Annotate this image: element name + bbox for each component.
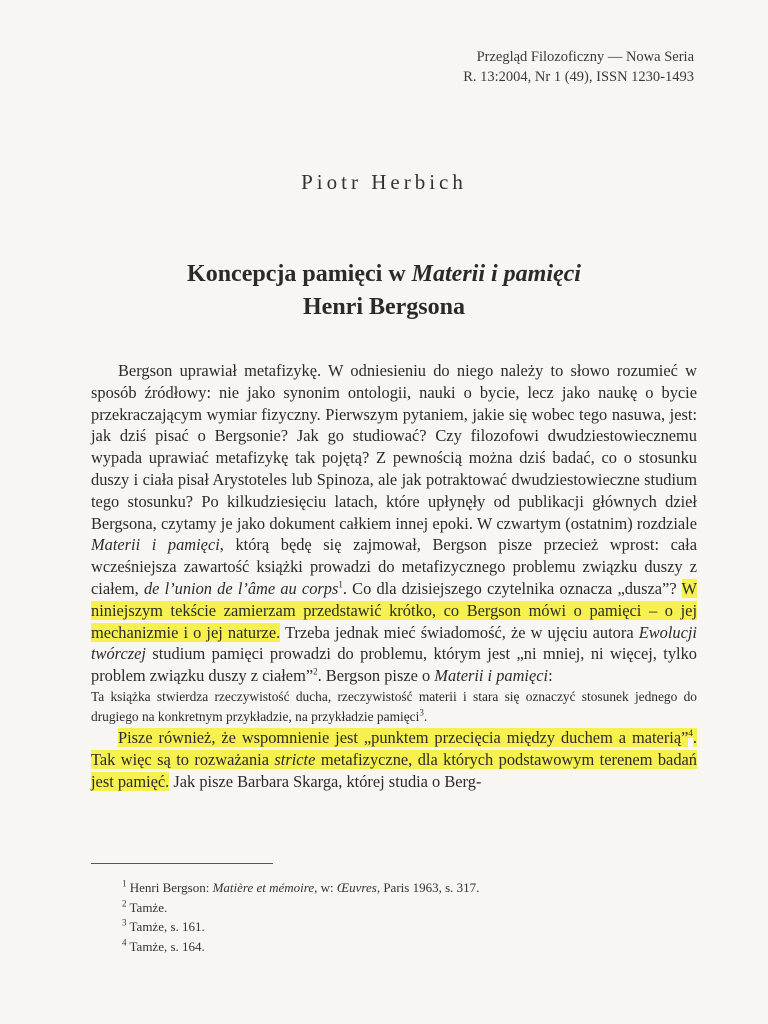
footnote-2 xyxy=(122,898,479,918)
footnote-text: Tamże. xyxy=(126,899,168,915)
footnote-ref[interactable]: 2 xyxy=(313,666,318,677)
highlighted-italic: stricte xyxy=(274,749,316,769)
highlighted-text: W niniejszym tekście zamierzam przedstawić krótko, co Bergson mówi o pamięci – o jej mechanizmie i o jej naturze. xyxy=(91,578,697,642)
footnote-ref[interactable]: 4 xyxy=(688,728,693,739)
quote-text: Ta książka stwierdza rzeczywistość ducha, rzeczywistość materii i stara się oznaczyć stosunek jednego do drugiego na konkretnym przykładzie, na przykładzie pamięci xyxy=(91,688,697,724)
italic-run: de l’union de l’âme au corps xyxy=(143,578,339,598)
italic-run: Materii i pamięci xyxy=(434,666,549,686)
text-run: Bergson uprawiał metafizykę. W odniesieniu do niego należy to słowo rozumieć w sposób źródłowy: nie jako synonim ontologii, nauki o bycie, lecz jako naukę o bycie przekraczającym wymiar fizyczny. Pierwszym pytaniem, jakie się wobec tego nasuwa, jest: jak dziś pisać o Bergsonie? Jak go studiować? Czy filozofowi dwudziestowiecznemu wypada uprawiać metafizykę tak pojętą? Z pewnością można dziś badać, co o stosunku duszy i ciała pisał Arystoteles lub Spinoza, ale jak potraktować dwudziestowieczne studium tego stosunku? Po kilkudziesięciu latach, które upłynęły od publikacji głównych dzieł Bergsona, czytamy je jako dokument całkiem innej epoki. W czwartym (ostatnim) rozdziale xyxy=(91,361,697,533)
footnote-number: 1 xyxy=(122,878,127,889)
text-run: : xyxy=(548,666,553,686)
paragraph-2 xyxy=(91,727,697,792)
footnote-text: , Paris 1963, s. 317. xyxy=(376,880,480,895)
text-run: , którą będę się zajmował, Bergson pisze przecież wprost: cała wcześniejsza zawartość książki prowadzi do metafizycznego problemu związku duszy z ciałem, xyxy=(91,535,697,598)
journal-issue: R. 13:2004, Nr 1 (49), ISSN 1230-1493 xyxy=(463,69,694,85)
text-run: . Bergson pisze o xyxy=(317,666,435,686)
text-run: . xyxy=(423,708,428,724)
author-name: Piotr Herbich xyxy=(301,170,467,194)
highlighted-text: . Tak więc są to rozważania xyxy=(91,727,697,769)
footnote-1 xyxy=(122,878,479,898)
footnote-number: 2 xyxy=(122,898,127,909)
footnote-italic: Œuvres xyxy=(336,880,377,895)
footnote-divider xyxy=(91,863,273,864)
block-quote xyxy=(91,687,697,727)
text-run: . Co dla dzisiejszego czytelnika oznacza „dusza”? xyxy=(342,578,682,598)
journal-header xyxy=(463,47,694,87)
article-title xyxy=(0,258,768,324)
article-body xyxy=(91,360,697,792)
footnote-text: Henri Bergson: xyxy=(126,880,213,895)
footnote-number: 4 xyxy=(122,937,127,948)
journal-title: Przegląd Filozoficzny — Nowa Seria xyxy=(476,49,694,65)
text-run: studium pamięci prowadzi do problemu, którym jest „ni mniej, ni więcej, tylko problem związku duszy z ciałem” xyxy=(91,644,697,686)
text-run: Jak pisze Barbara Skarga, której studia o Berg- xyxy=(169,771,482,791)
footnote-4 xyxy=(122,937,479,957)
paragraph-1 xyxy=(91,360,697,687)
footnote-text: Tamże, s. 164. xyxy=(126,938,205,954)
footnote-3 xyxy=(122,917,479,937)
italic-run: Materii i pamięci xyxy=(91,535,220,555)
footnote-ref[interactable]: 3 xyxy=(419,707,424,718)
footnote-ref[interactable]: 1 xyxy=(338,579,343,590)
footnotes xyxy=(122,878,479,956)
italic-run: Ewolucji twórczej xyxy=(91,622,697,664)
footnote-number: 3 xyxy=(122,917,127,928)
title-part1: Koncepcja pamięci w xyxy=(187,261,412,287)
highlighted-text: metafizyczne, dla których podstawowym terenem badań jest pamięć. xyxy=(91,749,697,791)
text-run: Trzeba jednak mieć świadomość, że w ujęciu autora xyxy=(280,622,639,642)
footnote-italic: Matière et mémoire xyxy=(212,880,315,895)
highlighted-text: Pisze również, że wspomnienie jest „punktem przecięcia między duchem a materią” xyxy=(118,727,689,747)
footnote-text: Tamże, s. 161. xyxy=(126,919,205,934)
footnote-text: , w: xyxy=(314,880,337,895)
title-part2: Materii i pamięci xyxy=(411,261,581,287)
title-line2: Henri Bergsona xyxy=(303,294,465,320)
